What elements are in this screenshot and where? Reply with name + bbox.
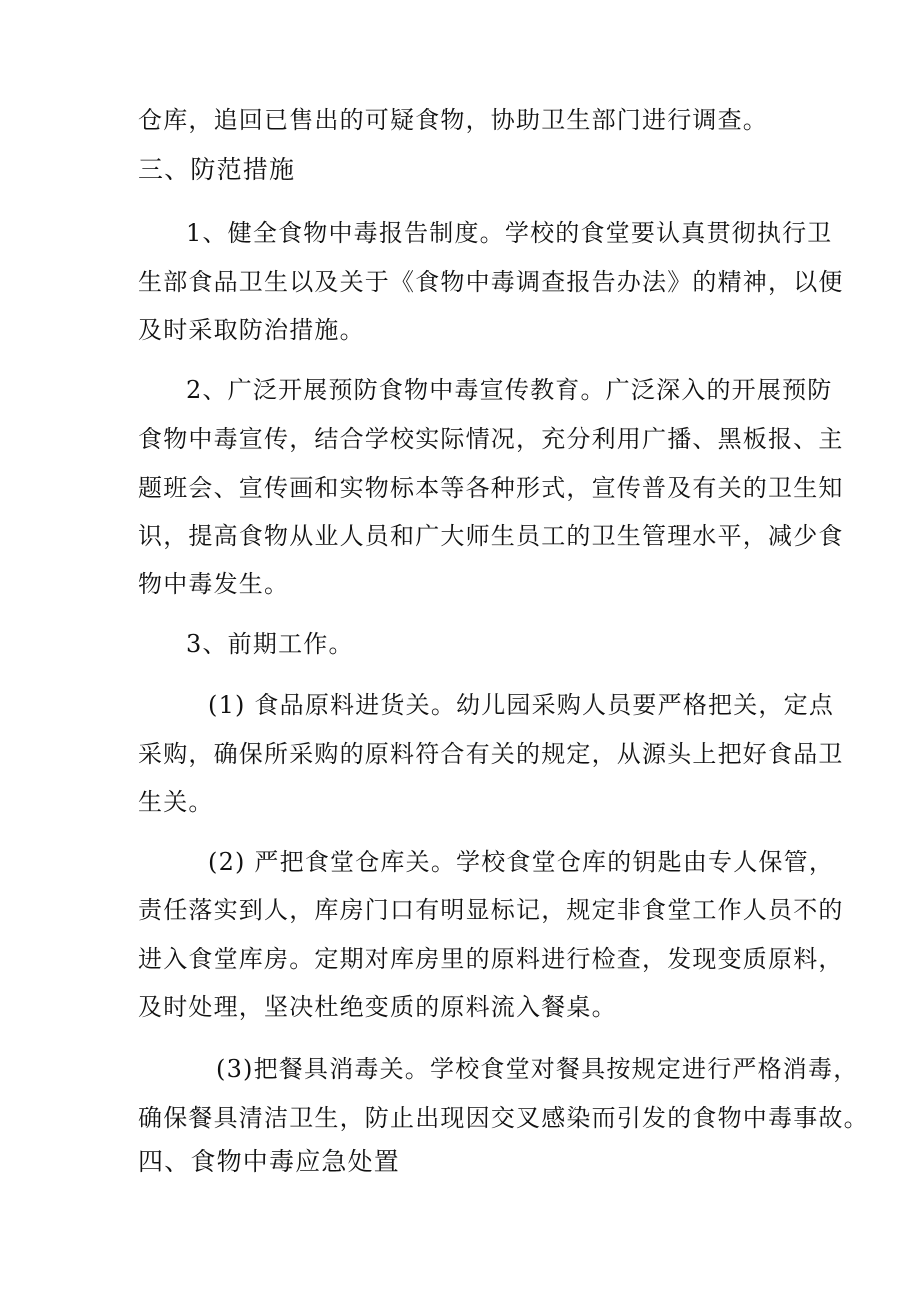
section-heading-4: 四、食物中毒应急处置 bbox=[138, 1147, 401, 1176]
text-line: (3)把餐具消毒关。学校食堂对餐具按规定进行严格消毒， bbox=[216, 1055, 859, 1083]
text-line: 生关。 bbox=[138, 788, 214, 816]
text-line: 1、健全食物中毒报告制度。学校的食堂要认真贯彻执行卫 bbox=[186, 219, 833, 247]
text-line: 题班会、宣传画和实物标本等各种形式，宣传普及有关的卫生知 bbox=[138, 474, 844, 502]
text-line: 采购，确保所采购的原料符合有关的规定，从源头上把好食品卫 bbox=[138, 740, 844, 768]
section-heading-3: 三、防范措施 bbox=[138, 155, 296, 184]
text-line: 物中毒发生。 bbox=[138, 570, 290, 598]
text-line: 进入食堂库房。定期对库房里的原料进行检查，发现变质原料， bbox=[138, 945, 844, 973]
text-line: 及时采取防治措施。 bbox=[138, 316, 365, 344]
text-line: 责任落实到人，库房门口有明显标记，规定非食堂工作人员不的 bbox=[138, 896, 844, 924]
text-line: (1) 食品原料进货关。幼儿园采购人员要严格把关，定点 bbox=[208, 691, 835, 719]
text-line: 食物中毒宣传，结合学校实际情况，充分利用广播、黑板报、主 bbox=[138, 425, 844, 453]
text-line: (2) 严把食堂仓库关。学校食堂仓库的钥匙由专人保管， bbox=[208, 848, 835, 876]
text-line: 3、前期工作。 bbox=[186, 630, 354, 658]
text-line: 确保餐具清洁卫生，防止出现因交叉感染而引发的食物中毒事故。 bbox=[138, 1104, 869, 1132]
text-line: 生部食品卫生以及关于《食物中毒调查报告办法》的精神，以便 bbox=[138, 268, 844, 296]
text-line: 仓库，追回已售出的可疑食物，协助卫生部门进行调查。 bbox=[138, 106, 768, 134]
text-line: 及时处理，坚决杜绝变质的原料流入餐桌。 bbox=[138, 993, 617, 1021]
text-line: 识，提高食物从业人员和广大师生员工的卫生管理水平，减少食 bbox=[138, 522, 844, 550]
text-line: 2、广泛开展预防食物中毒宣传教育。广泛深入的开展预防 bbox=[186, 376, 833, 404]
